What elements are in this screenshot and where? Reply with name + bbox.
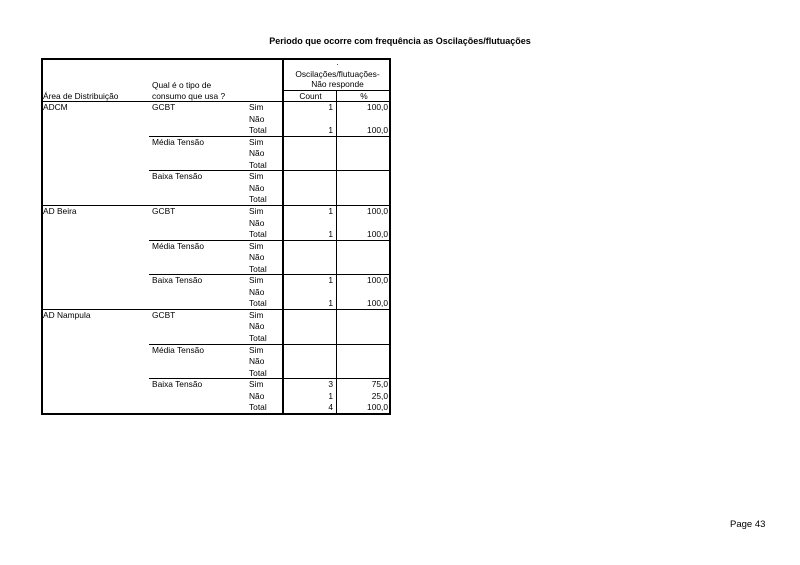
header-group-dot: . xyxy=(336,57,339,67)
header-count: Count xyxy=(299,91,322,101)
count-cell: 1 xyxy=(328,125,333,136)
tipo-cell: GCBT xyxy=(152,205,176,216)
tipo-cell: Baixa Tensão xyxy=(152,379,203,390)
response-cell: Sim xyxy=(249,309,264,320)
count-cell: 4 xyxy=(328,402,333,413)
page-title: Periodo que ocorre com frequência as Oscilações/flutuações xyxy=(269,36,531,46)
response-cell: Não xyxy=(249,148,265,159)
header-group-line1: Oscilações/flutuações- xyxy=(295,69,380,79)
tipo-cell: Baixa Tensão xyxy=(152,275,203,286)
page-number: Page 43 xyxy=(730,519,766,530)
header-pct: % xyxy=(360,91,368,101)
response-cell: Total xyxy=(249,367,267,378)
pct-cell: 100,0 xyxy=(367,229,388,240)
pct-cell: 100,0 xyxy=(367,298,388,309)
pct-cell: 75,0 xyxy=(371,379,388,390)
tipo-cell: GCBT xyxy=(152,309,176,320)
response-cell: Não xyxy=(249,113,265,124)
pct-cell: 100,0 xyxy=(367,402,388,413)
response-cell: Total xyxy=(249,298,267,309)
count-pct-divider xyxy=(336,90,337,413)
response-cell: Não xyxy=(249,356,265,367)
tipo-cell: GCBT xyxy=(152,102,176,112)
pct-cell: 100,0 xyxy=(367,125,388,136)
area-cell: ADCM xyxy=(43,102,68,112)
pct-cell: 100,0 xyxy=(367,102,388,112)
response-cell: Sim xyxy=(249,379,264,390)
count-cell: 1 xyxy=(328,205,333,216)
response-cell: Total xyxy=(249,125,267,136)
response-cell: Sim xyxy=(249,344,264,355)
response-cell: Sim xyxy=(249,205,264,216)
count-cell: 1 xyxy=(328,298,333,309)
area-cell: AD Beira xyxy=(43,205,77,216)
response-cell: Total xyxy=(249,263,267,274)
response-cell: Não xyxy=(249,321,265,332)
count-cell: 1 xyxy=(328,229,333,240)
response-cell: Total xyxy=(249,229,267,240)
response-cell: Não xyxy=(249,286,265,297)
response-cell: Total xyxy=(249,402,267,413)
header-subdivider xyxy=(284,90,391,91)
tipo-cell: Baixa Tensão xyxy=(152,171,203,182)
count-cell: 1 xyxy=(328,390,333,401)
response-cell: Não xyxy=(249,390,265,401)
tipo-cell: Média Tensão xyxy=(152,344,204,355)
response-cell: Sim xyxy=(249,275,264,286)
count-cell: 1 xyxy=(328,275,333,286)
header-tipo-line1: Qual é o tipo de xyxy=(152,80,212,90)
header-group-line2: Não responde xyxy=(311,79,364,89)
tipo-cell: Média Tensão xyxy=(152,136,204,147)
count-cell: 1 xyxy=(328,102,333,112)
pct-cell: 25,0 xyxy=(371,390,388,401)
pct-cell: 100,0 xyxy=(367,275,388,286)
header-area: Área de Distribuição xyxy=(43,91,119,101)
header-tipo-line2: consumo que usa ? xyxy=(152,91,226,101)
count-cell: 3 xyxy=(328,379,333,390)
response-cell: Não xyxy=(249,182,265,193)
tipo-cell: Média Tensão xyxy=(152,240,204,251)
response-cell: Total xyxy=(249,159,267,170)
area-cell: AD Nampula xyxy=(43,309,91,320)
response-cell: Sim xyxy=(249,171,264,182)
response-cell: Sim xyxy=(249,102,264,112)
response-cell: Total xyxy=(249,194,267,205)
response-cell: Não xyxy=(249,252,265,263)
response-cell: Sim xyxy=(249,136,264,147)
crosstab-table xyxy=(41,58,391,415)
response-cell: Não xyxy=(249,217,265,228)
pct-cell: 100,0 xyxy=(367,205,388,216)
response-cell: Sim xyxy=(249,240,264,251)
response-cell: Total xyxy=(249,333,267,343)
